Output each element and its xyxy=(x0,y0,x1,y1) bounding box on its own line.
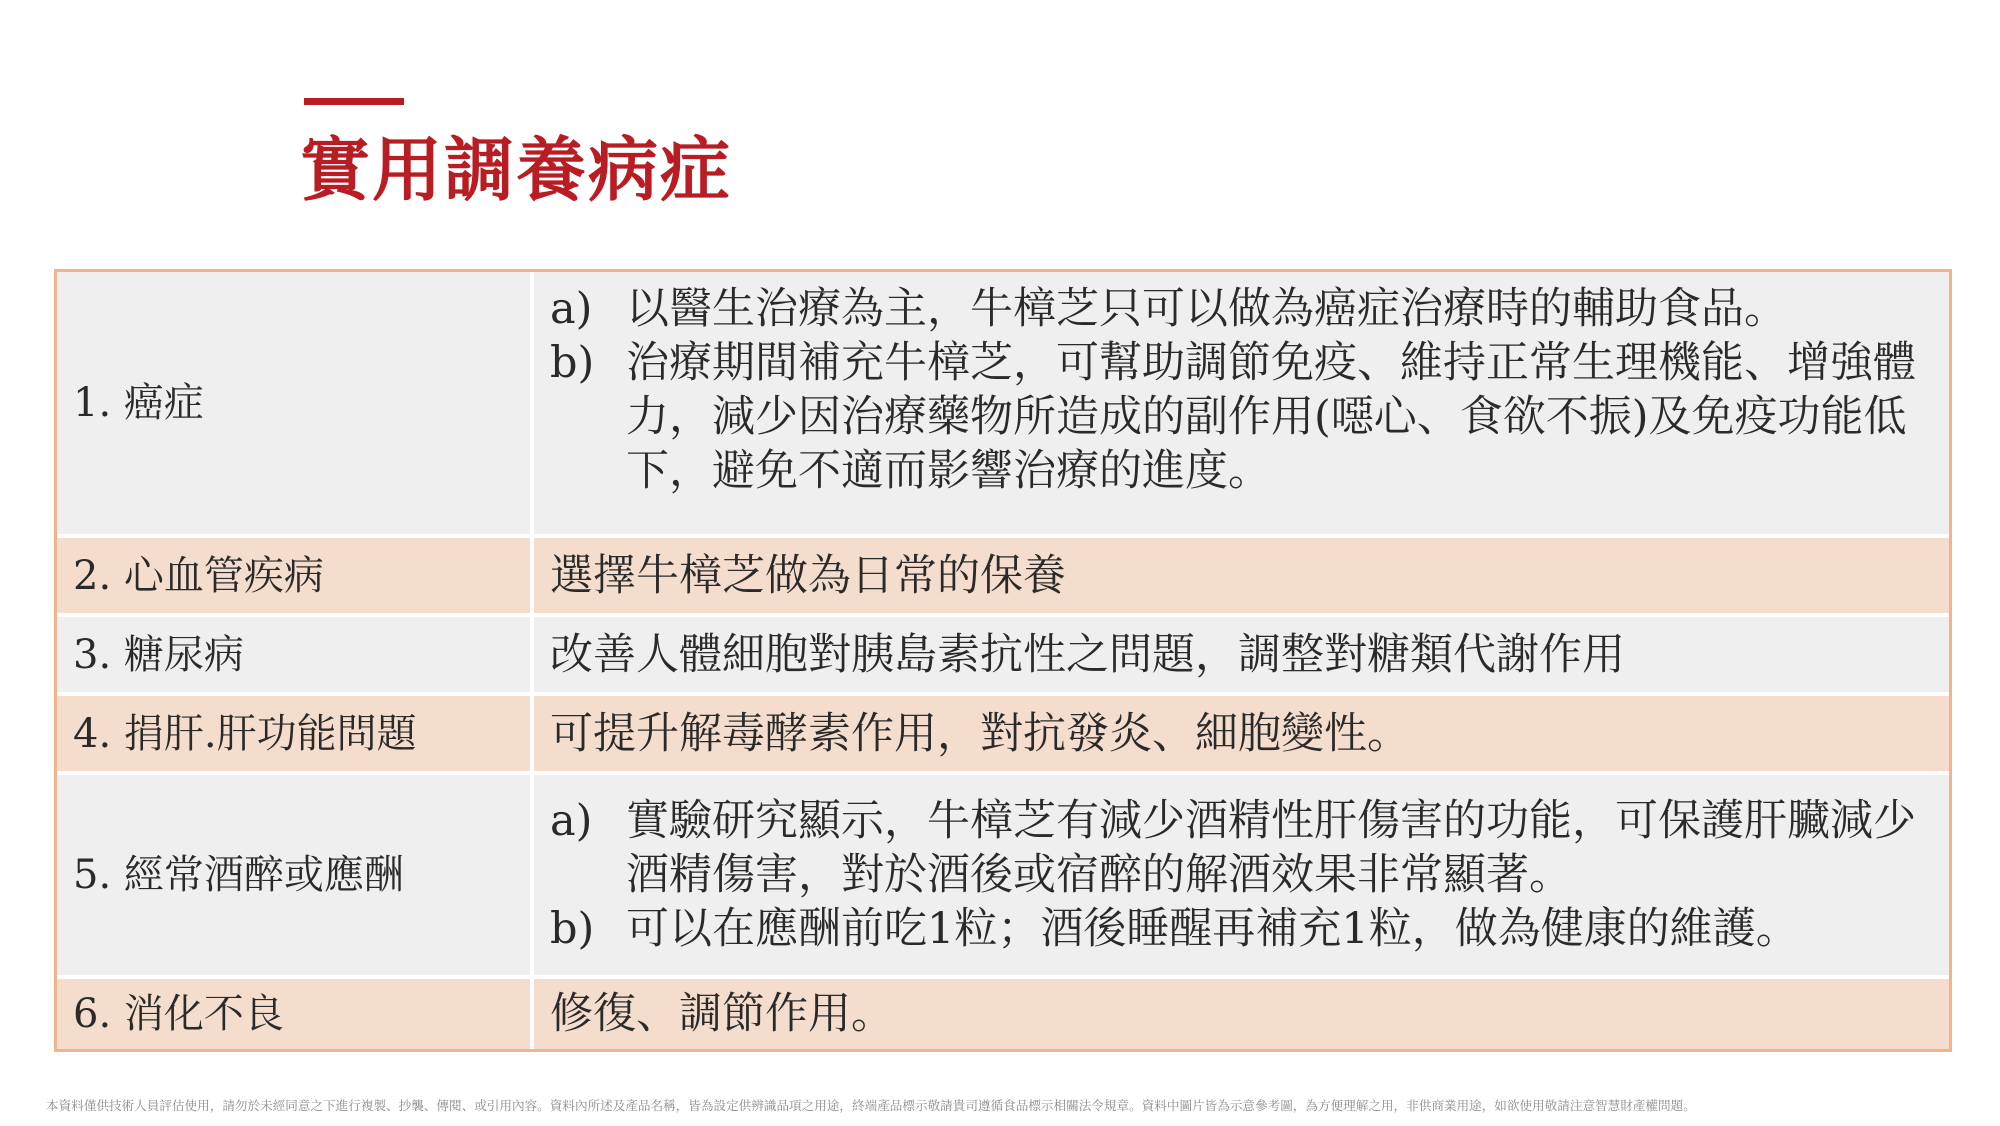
condition-cell: 2. 心血管疾病 xyxy=(57,538,530,613)
list-marker: a) xyxy=(550,796,593,846)
list-item-text: 治療期間補充牛樟芝，可幫助調節免疫、維持正常生理機能、增強體力，減少因治療藥物所造成的副作用(噁心、食欲不振)及免疫功能低下，避免不適而影響治療的進度。 xyxy=(626,338,1916,496)
title-accent-bar xyxy=(304,98,404,105)
condition-cell: 5. 經常酒醉或應酬 xyxy=(57,775,530,975)
list-marker: b) xyxy=(550,904,595,954)
description-cell xyxy=(534,272,1949,534)
table-row-alcohol xyxy=(57,775,1949,975)
table-row-liver xyxy=(57,696,1949,771)
table-row-digestion xyxy=(57,979,1949,1049)
table-row-cardiovascular xyxy=(57,538,1949,613)
list-item xyxy=(550,902,1939,956)
list-marker: a) xyxy=(550,284,593,334)
list-item xyxy=(550,336,1939,498)
description-cell xyxy=(534,775,1949,975)
list-marker: b) xyxy=(550,338,595,388)
description-cell: 修復、調節作用。 xyxy=(534,979,1949,1049)
table-row-diabetes xyxy=(57,617,1949,692)
list-item-text: 以醫生治療為主，牛樟芝只可以做為癌症治療時的輔助食品。 xyxy=(626,284,1787,334)
condition-cell: 4. 捐肝.肝功能問題 xyxy=(57,696,530,771)
description-cell: 改善人體細胞對胰島素抗性之問題，調整對糖類代謝作用 xyxy=(534,617,1949,692)
condition-cell: 1. 癌症 xyxy=(57,272,530,534)
condition-cell: 3. 糖尿病 xyxy=(57,617,530,692)
list-item-text: 實驗研究顯示，牛樟芝有減少酒精性肝傷害的功能，可保護肝臟減少酒精傷害，對於酒後或宿醉的解酒效果非常顯著。 xyxy=(626,796,1916,900)
disclaimer-footer: 本資料僅供技術人員評估使用，請勿於未經同意之下進行複製、抄襲、傳閱、或引用內容。資料內所述及產品名稱，皆為設定供辨識品項之用途，終端產品標示敬請貴司遵循食品標示相關法令規章。資料中圖片皆為示意參考圖，為方便理解之用，非供商業用途，如欲使用敬請注意智慧財產權問題。 xyxy=(46,1098,1696,1113)
list-item xyxy=(550,282,1939,336)
description-cell: 可提升解毒酵素作用，對抗發炎、細胞變性。 xyxy=(534,696,1949,771)
page-title: 實用調養病症 xyxy=(300,128,732,211)
table-row-cancer xyxy=(57,272,1949,534)
condition-cell: 6. 消化不良 xyxy=(57,979,530,1049)
description-cell: 選擇牛樟芝做為日常的保養 xyxy=(534,538,1949,613)
list-item-text: 可以在應酬前吃1粒；酒後睡醒再補充1粒，做為健康的維護。 xyxy=(626,904,1799,954)
conditions-table xyxy=(54,269,1952,1052)
list-item xyxy=(550,794,1939,902)
